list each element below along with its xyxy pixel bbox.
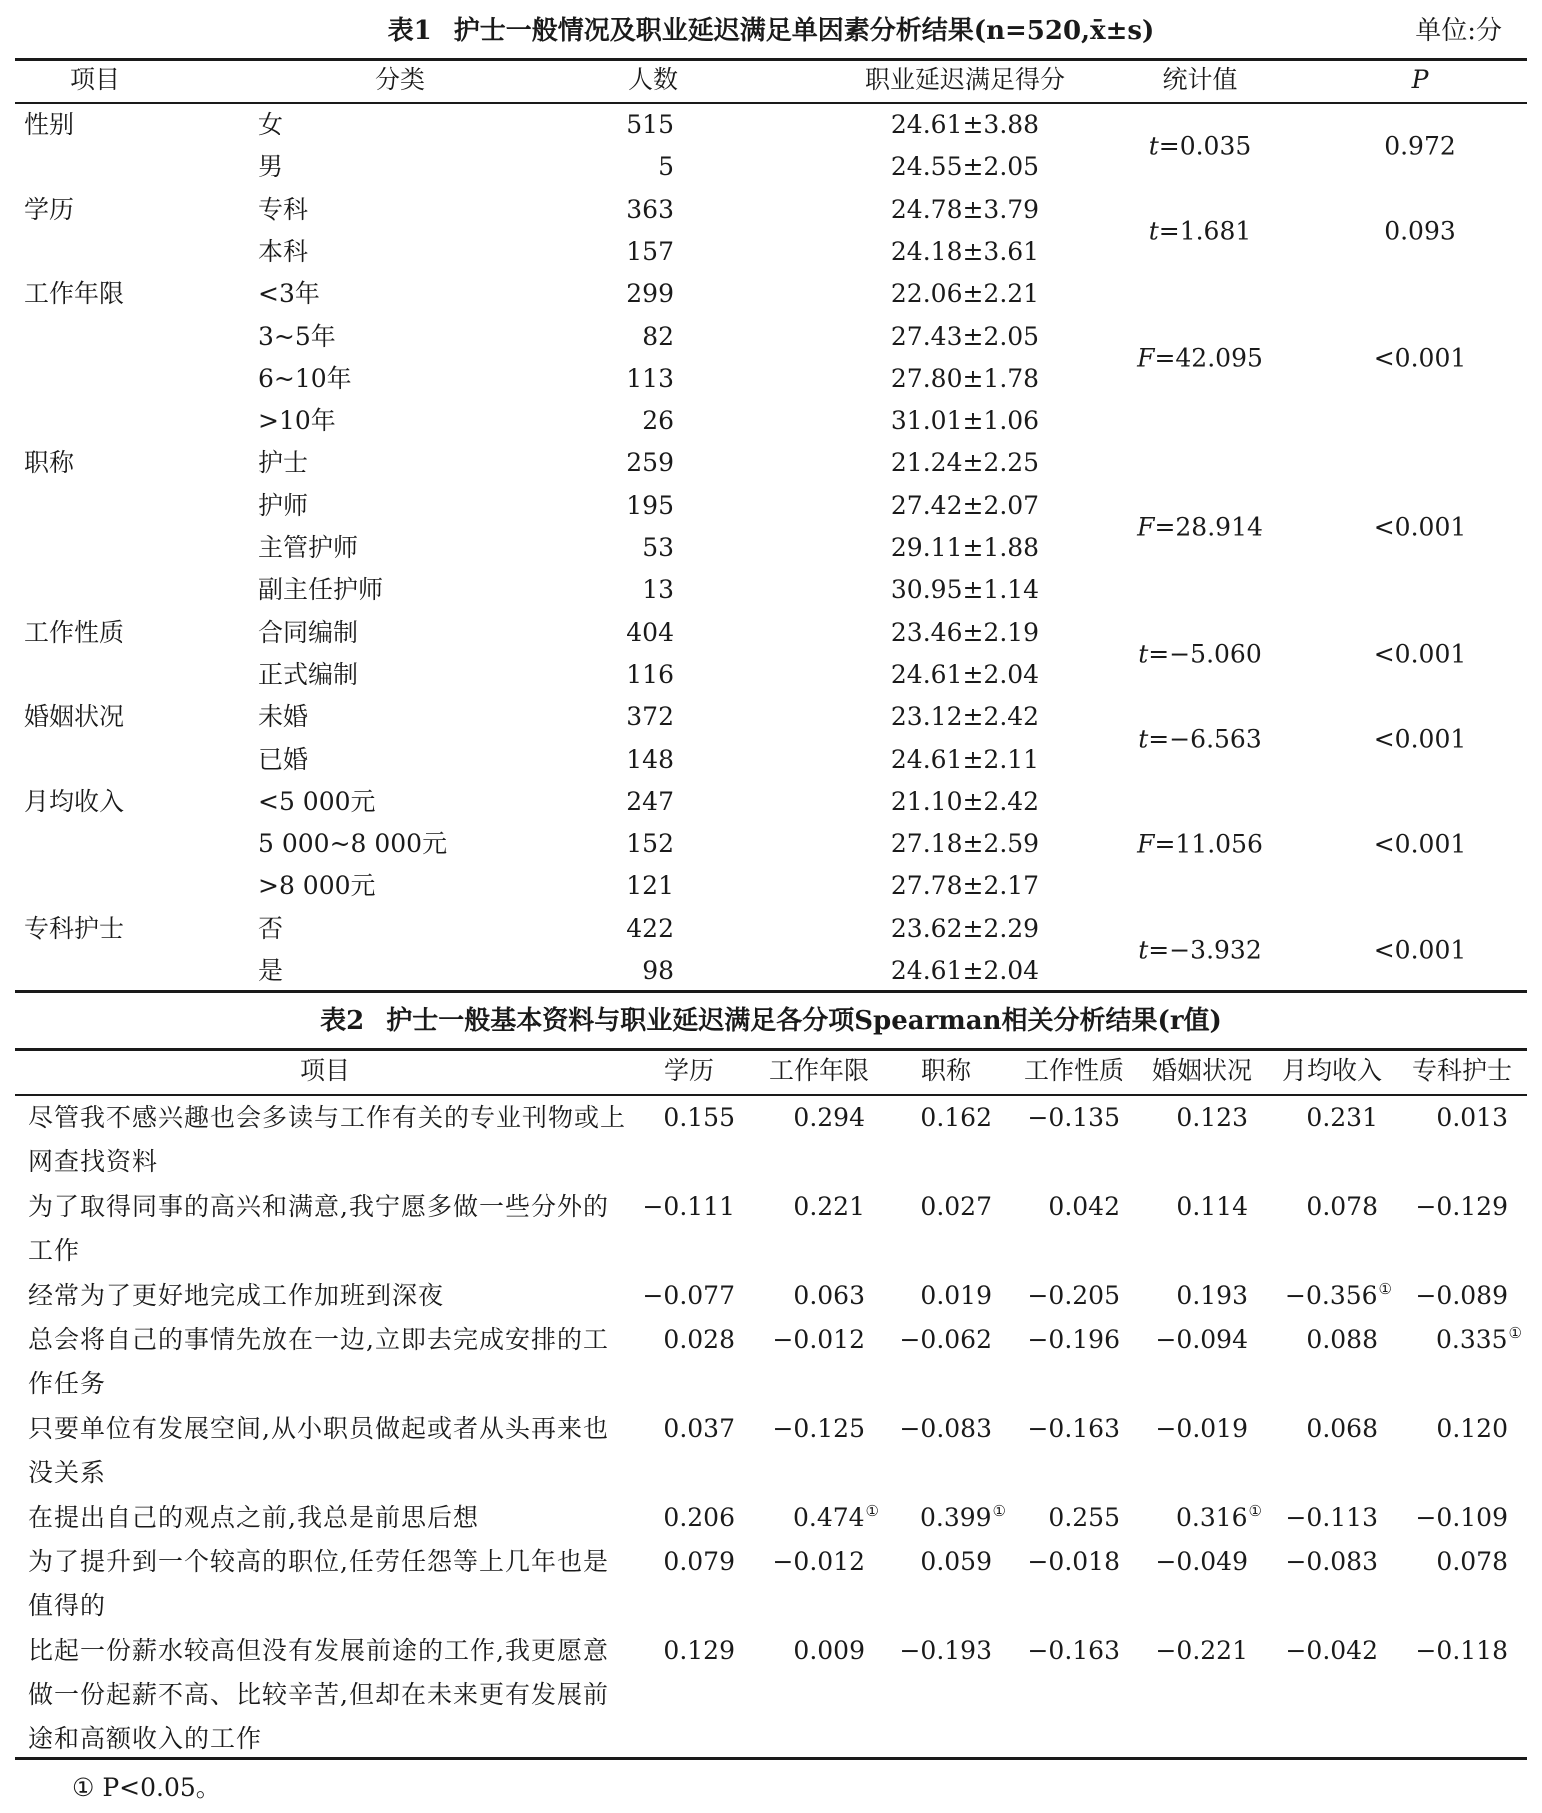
table1-bottom-rule bbox=[15, 990, 1527, 993]
table2-cell bbox=[793, 1096, 865, 1140]
table1-cell-score: 21.10±2.42 bbox=[890, 786, 1040, 816]
table1-cell-category: 护师 bbox=[258, 490, 309, 520]
table2-cell-value: 0.399 bbox=[919, 1503, 992, 1532]
table1-stat-value bbox=[1080, 216, 1320, 245]
table2-cell-value: −0.196 bbox=[1027, 1325, 1120, 1354]
table1-cell-score: 24.18±3.61 bbox=[890, 236, 1040, 266]
table1-cell-category: 合同编制 bbox=[258, 617, 359, 647]
table1-row bbox=[0, 781, 1542, 823]
table1-caption-number: 表1 bbox=[387, 16, 432, 46]
table2-cell bbox=[899, 1318, 992, 1362]
table2-cell-value: 0.019 bbox=[920, 1281, 992, 1310]
table2-cell bbox=[1176, 1274, 1248, 1318]
table2-cell bbox=[920, 1496, 1006, 1543]
significance-mark: ① bbox=[1248, 1502, 1262, 1520]
table1-p-value: <0.001 bbox=[1373, 935, 1467, 965]
significance-mark: ① bbox=[1378, 1280, 1392, 1298]
table1-header-score: 职业延迟满足得分 bbox=[864, 65, 1065, 94]
table2-cell-value: −0.205 bbox=[1027, 1281, 1120, 1310]
table2-cell-value: 0.009 bbox=[793, 1636, 865, 1665]
table2-cell-value: 0.255 bbox=[1048, 1503, 1120, 1532]
table2-cell bbox=[642, 1274, 735, 1318]
table2-cell bbox=[920, 1096, 992, 1140]
table1-cell-score: 24.61±2.04 bbox=[890, 956, 1040, 985]
table2-cell-value: −0.042 bbox=[1285, 1636, 1378, 1665]
table1-cell-item: 月均收入 bbox=[24, 786, 125, 816]
table2-cell bbox=[1415, 1629, 1508, 1673]
stat-symbol: F bbox=[1137, 829, 1155, 859]
table2-header-column: 月均收入 bbox=[1281, 1056, 1382, 1085]
table2-header-item: 项目 bbox=[299, 1056, 350, 1085]
table2-cell-value: 0.114 bbox=[1176, 1192, 1248, 1221]
table2-cell bbox=[1415, 1496, 1508, 1540]
table2-cell-value: 0.013 bbox=[1436, 1103, 1508, 1132]
table1-header-p: P bbox=[1411, 65, 1429, 94]
table2-cell-value: −0.125 bbox=[772, 1414, 865, 1443]
table1-cell-n: 422 bbox=[626, 913, 674, 943]
table2-cell bbox=[772, 1318, 865, 1362]
table2-cell bbox=[663, 1318, 735, 1362]
table2-cell bbox=[1415, 1274, 1508, 1318]
stat-symbol: t bbox=[1148, 131, 1159, 161]
table1-cell-item: 学历 bbox=[24, 194, 75, 224]
table2-cell-value: 0.221 bbox=[793, 1192, 865, 1221]
table2-cell bbox=[1436, 1540, 1508, 1584]
table2-cell-value: 0.193 bbox=[1176, 1281, 1248, 1310]
table1-cell-n: 299 bbox=[626, 279, 674, 309]
table2-row-item: 总会将自己的事情先放在一边,立即去完成安排的工作任务 bbox=[28, 1325, 609, 1398]
table2-row-item: 为了提升到一个较高的职位,任劳任怨等上几年也是值得的 bbox=[28, 1547, 609, 1620]
table1-cell-n: 259 bbox=[626, 448, 674, 478]
table2-cell-value: 0.078 bbox=[1306, 1192, 1378, 1221]
table1-cell-score: 27.80±1.78 bbox=[890, 363, 1040, 393]
table1-cell-score: 24.55±2.05 bbox=[890, 152, 1040, 182]
table2-cell bbox=[793, 1274, 865, 1318]
table2-cell bbox=[793, 1629, 865, 1673]
table1-row bbox=[0, 400, 1542, 442]
table1-cell-category: 3~5年 bbox=[258, 321, 336, 351]
table2-cell bbox=[1155, 1629, 1248, 1673]
table1-p-value: <0.001 bbox=[1373, 829, 1467, 859]
table2-header-column: 工作性质 bbox=[1023, 1056, 1124, 1085]
table1-cell-category: 已婚 bbox=[258, 744, 309, 774]
table2-cell bbox=[1306, 1096, 1378, 1140]
table2-cell bbox=[1155, 1540, 1248, 1584]
table1-cell-category: 护士 bbox=[258, 448, 309, 478]
table1-cell-item: 性别 bbox=[24, 110, 75, 139]
table1-header-n: 人数 bbox=[628, 65, 679, 94]
table2-cell-value: 0.129 bbox=[663, 1636, 735, 1665]
table1-header-item: 项目 bbox=[70, 65, 121, 94]
table2-caption-number: 表2 bbox=[320, 1006, 365, 1036]
table1-cell-score: 22.06±2.21 bbox=[890, 279, 1040, 309]
table2-cell-value: −0.019 bbox=[1155, 1414, 1248, 1443]
table2-cell-value: 0.474 bbox=[792, 1503, 865, 1532]
table2-cell-value: 0.059 bbox=[920, 1547, 992, 1576]
table1-p-value: 0.972 bbox=[1384, 131, 1456, 161]
table1-header-category: 分类 bbox=[375, 65, 426, 94]
table2-cell bbox=[1306, 1185, 1378, 1229]
table1-cell-category: 女 bbox=[258, 110, 284, 139]
table2-cell-value: −0.356 bbox=[1285, 1281, 1378, 1310]
table2-cell bbox=[1155, 1407, 1248, 1451]
table1-cell-score: 23.46±2.19 bbox=[890, 617, 1040, 647]
stat-number: =−3.932 bbox=[1148, 935, 1262, 965]
table1-stat-value bbox=[1080, 936, 1320, 965]
table2-bottom-rule bbox=[15, 1757, 1527, 1760]
table2-cell bbox=[1436, 1407, 1508, 1451]
table2-cell-value: 0.063 bbox=[793, 1281, 865, 1310]
table2-cell bbox=[1285, 1274, 1392, 1321]
table1-cell-n: 13 bbox=[642, 575, 674, 605]
table2-cell-value: −0.118 bbox=[1415, 1636, 1508, 1665]
table1-cell-category: 副主任护师 bbox=[258, 575, 384, 605]
table1-cell-score: 27.78±2.17 bbox=[890, 871, 1040, 901]
table2-cell-value: 0.123 bbox=[1176, 1103, 1248, 1132]
table1-unit: 单位:分 bbox=[1415, 16, 1502, 46]
table2-cell bbox=[1048, 1185, 1120, 1229]
table1-cell-category: >8 000元 bbox=[258, 871, 376, 901]
table2-cell bbox=[1048, 1496, 1120, 1540]
table2-cell bbox=[642, 1185, 735, 1229]
table1-cell-n: 5 bbox=[658, 152, 674, 182]
table1-cell-n: 82 bbox=[642, 321, 674, 351]
stat-symbol: t bbox=[1138, 639, 1149, 669]
table2-cell-value: −0.062 bbox=[899, 1325, 992, 1354]
table1-cell-category: 是 bbox=[258, 956, 284, 985]
table2-cell bbox=[920, 1274, 992, 1318]
table1-p-value: 0.093 bbox=[1384, 216, 1456, 246]
stat-symbol: F bbox=[1137, 512, 1155, 542]
table2-cell-value: 0.079 bbox=[663, 1547, 735, 1576]
table2-cell bbox=[899, 1629, 992, 1673]
table2-cell bbox=[1176, 1185, 1248, 1229]
table2-cell-value: −0.135 bbox=[1027, 1103, 1120, 1132]
table1-p-value: <0.001 bbox=[1373, 639, 1467, 669]
table2-cell bbox=[920, 1540, 992, 1584]
table1-cell-category: 专科 bbox=[258, 194, 309, 224]
table2-cell bbox=[663, 1096, 735, 1140]
table1-cell-category: <5 000元 bbox=[258, 786, 376, 816]
table1-cell-n: 363 bbox=[626, 194, 674, 224]
table2-cell-value: −0.089 bbox=[1415, 1281, 1508, 1310]
stat-number: =−6.563 bbox=[1148, 724, 1262, 753]
stat-number: =0.035 bbox=[1158, 131, 1252, 161]
table1-cell-item: 婚姻状况 bbox=[24, 702, 125, 732]
table1-caption-text: 护士一般情况及职业延迟满足单因素分析结果(n=520,x̄±s) bbox=[453, 16, 1155, 46]
table1-cell-item: 职称 bbox=[24, 448, 75, 478]
table1-header-stat: 统计值 bbox=[1162, 65, 1238, 94]
table1-cell-category: 本科 bbox=[258, 236, 309, 266]
table1-p-value: <0.001 bbox=[1373, 724, 1467, 753]
table1-cell-score: 23.12±2.42 bbox=[890, 702, 1040, 732]
table1-cell-n: 247 bbox=[626, 786, 674, 816]
table2-header-column: 专科护士 bbox=[1411, 1056, 1512, 1085]
table1-cell-n: 515 bbox=[626, 110, 674, 139]
table1-stat-value bbox=[1080, 830, 1320, 859]
table2-cell-value: 0.088 bbox=[1306, 1325, 1378, 1354]
table2-cell bbox=[1027, 1540, 1120, 1584]
table1-row bbox=[0, 865, 1542, 907]
table1-cell-n: 148 bbox=[626, 744, 674, 774]
table2-caption-text: 护士一般基本资料与职业延迟满足各分项Spearman相关分析结果(r值) bbox=[386, 1006, 1222, 1036]
table1-cell-category: 正式编制 bbox=[258, 659, 359, 689]
table1-stat-value bbox=[1080, 343, 1320, 372]
table2-header-column: 职称 bbox=[920, 1056, 971, 1085]
table1-cell-score: 30.95±1.14 bbox=[890, 575, 1040, 605]
table2-cell-value: 0.316 bbox=[1175, 1503, 1248, 1532]
table1-cell-score: 27.43±2.05 bbox=[890, 321, 1040, 351]
table2-cell bbox=[793, 1185, 865, 1229]
table1-row bbox=[0, 273, 1542, 315]
table1-cell-n: 152 bbox=[626, 829, 674, 859]
table2-cell-value: −0.193 bbox=[899, 1636, 992, 1665]
stat-number: =−5.060 bbox=[1148, 639, 1262, 669]
table2-cell bbox=[663, 1540, 735, 1584]
table1-cell-score: 24.61±2.11 bbox=[890, 744, 1040, 774]
significance-mark: ① bbox=[865, 1502, 879, 1520]
table1-stat-value bbox=[1080, 513, 1320, 542]
table2-cell bbox=[1027, 1318, 1120, 1362]
table1-cell-score: 29.11±1.88 bbox=[890, 533, 1040, 562]
table2-header-column: 婚姻状况 bbox=[1151, 1056, 1252, 1085]
table2-cell-value: −0.163 bbox=[1027, 1414, 1120, 1443]
stat-number: =11.056 bbox=[1154, 829, 1263, 859]
table1-caption bbox=[0, 8, 1542, 54]
table1-cell-score: 24.78±3.79 bbox=[890, 194, 1040, 224]
table2-cell-value: −0.012 bbox=[772, 1325, 865, 1354]
table2-cell bbox=[1436, 1096, 1508, 1140]
table1-stat-value bbox=[1080, 724, 1320, 753]
table2-cell bbox=[1027, 1096, 1120, 1140]
table1-cell-category: <3年 bbox=[258, 279, 320, 309]
table2-cell-value: 0.155 bbox=[663, 1103, 735, 1132]
table1-cell-n: 98 bbox=[642, 956, 674, 985]
table2-cell bbox=[1285, 1540, 1378, 1584]
table2-cell bbox=[1436, 1318, 1522, 1365]
table1-cell-item: 工作性质 bbox=[24, 617, 125, 647]
table2-cell-value: 0.335 bbox=[1435, 1325, 1508, 1354]
table2-cell bbox=[1176, 1096, 1248, 1140]
table2-cell bbox=[1306, 1318, 1378, 1362]
significance-mark: ① bbox=[1508, 1324, 1522, 1342]
table2-cell-value: −0.113 bbox=[1285, 1503, 1378, 1532]
table2-row-item: 只要单位有发展空间,从小职员做起或者从头再来也没关系 bbox=[28, 1414, 609, 1487]
table1-stat-value bbox=[1080, 639, 1320, 668]
table2-footnote: ① P<0.05。 bbox=[72, 1773, 221, 1802]
table2-cell bbox=[772, 1540, 865, 1584]
table2-cell bbox=[1306, 1407, 1378, 1451]
table2-cell-value: 0.162 bbox=[920, 1103, 992, 1132]
stat-number: =1.681 bbox=[1158, 216, 1252, 246]
table2-cell-value: −0.083 bbox=[1285, 1547, 1378, 1576]
table1-cell-n: 53 bbox=[642, 533, 674, 562]
stat-symbol: F bbox=[1137, 343, 1155, 373]
table2-cell bbox=[920, 1185, 992, 1229]
table2-cell-value: 0.027 bbox=[920, 1192, 992, 1221]
table2-cell-value: −0.221 bbox=[1155, 1636, 1248, 1665]
table2-cell bbox=[1285, 1629, 1378, 1673]
table1-cell-score: 24.61±3.88 bbox=[890, 110, 1040, 139]
table1-cell-n: 113 bbox=[626, 363, 674, 393]
stat-symbol: t bbox=[1138, 935, 1149, 965]
table2-cell-value: −0.083 bbox=[899, 1414, 992, 1443]
stat-symbol: t bbox=[1148, 216, 1159, 246]
table2-cell-value: 0.068 bbox=[1306, 1414, 1378, 1443]
table2-row-item: 经常为了更好地完成工作加班到深夜 bbox=[28, 1281, 445, 1310]
table1-cell-category: 5 000~8 000元 bbox=[258, 829, 448, 859]
table2-cell bbox=[663, 1407, 735, 1451]
table2-cell bbox=[1155, 1318, 1248, 1362]
table1-cell-n: 26 bbox=[642, 406, 674, 436]
table2-caption bbox=[0, 998, 1542, 1044]
table2-cell-value: −0.109 bbox=[1415, 1503, 1508, 1532]
table1-cell-item: 专科护士 bbox=[24, 913, 125, 943]
table2-cell bbox=[1285, 1496, 1378, 1540]
significance-mark: ① bbox=[992, 1502, 1006, 1520]
stat-symbol: t bbox=[1138, 724, 1149, 753]
table2-cell-value: −0.129 bbox=[1415, 1192, 1508, 1221]
table1-cell-n: 195 bbox=[626, 490, 674, 520]
table2-cell bbox=[772, 1407, 865, 1451]
table2-row-item: 比起一份薪水较高但没有发展前途的工作,我更愿意做一份起薪不高、比较辛苦,但却在未来更有发展前途和高额收入的工作 bbox=[28, 1636, 609, 1753]
table2-cell bbox=[793, 1496, 879, 1543]
table1-cell-n: 121 bbox=[626, 871, 674, 901]
table2-cell-value: 0.231 bbox=[1306, 1103, 1378, 1132]
table2-cell-value: −0.012 bbox=[772, 1547, 865, 1576]
table2-cell bbox=[899, 1407, 992, 1451]
table1-cell-score: 23.62±2.29 bbox=[890, 913, 1040, 943]
table1-cell-score: 21.24±2.25 bbox=[890, 448, 1040, 478]
table1-cell-n: 157 bbox=[626, 236, 674, 266]
table2-cell-value: −0.094 bbox=[1155, 1325, 1248, 1354]
table2-cell bbox=[1176, 1496, 1262, 1543]
table2-cell-value: 0.037 bbox=[663, 1414, 735, 1443]
table2-cell-value: −0.018 bbox=[1027, 1547, 1120, 1576]
table2-cell bbox=[1027, 1629, 1120, 1673]
table2-cell-value: 0.294 bbox=[793, 1103, 865, 1132]
table1-cell-item: 工作年限 bbox=[24, 279, 125, 309]
table2-cell bbox=[663, 1496, 735, 1540]
table2-cell bbox=[663, 1629, 735, 1673]
table1-cell-n: 404 bbox=[626, 617, 674, 647]
table2-cell-value: 0.028 bbox=[663, 1325, 735, 1354]
table2-cell-value: 0.042 bbox=[1048, 1192, 1120, 1221]
table2-cell bbox=[1027, 1407, 1120, 1451]
table1-cell-n: 372 bbox=[626, 702, 674, 732]
table2-cell-value: −0.163 bbox=[1027, 1636, 1120, 1665]
table1-cell-category: 男 bbox=[258, 152, 284, 182]
table1-cell-score: 27.18±2.59 bbox=[890, 829, 1040, 859]
table2-cell-value: −0.077 bbox=[642, 1281, 735, 1310]
table1-stat-value bbox=[1080, 132, 1320, 161]
table1-row bbox=[0, 442, 1542, 484]
table1-cell-category: 主管护师 bbox=[258, 533, 359, 562]
table2-row-item: 尽管我不感兴趣也会多读与工作有关的专业刊物或上网查找资料 bbox=[28, 1103, 627, 1176]
table1-cell-category: 6~10年 bbox=[258, 363, 352, 393]
table2-cell bbox=[1415, 1185, 1508, 1229]
table2-cell-value: −0.111 bbox=[642, 1192, 735, 1221]
stat-number: =28.914 bbox=[1154, 512, 1263, 542]
table1-cell-n: 116 bbox=[626, 659, 674, 689]
table1-row bbox=[0, 569, 1542, 611]
table2-row-item: 为了取得同事的高兴和满意,我宁愿多做一些分外的工作 bbox=[28, 1192, 609, 1265]
table1-cell-score: 24.61±2.04 bbox=[890, 659, 1040, 689]
stat-number: =42.095 bbox=[1154, 343, 1263, 373]
table1-p-value: <0.001 bbox=[1373, 343, 1467, 373]
table2-cell-value: 0.120 bbox=[1436, 1414, 1508, 1443]
table1-cell-category: 否 bbox=[258, 913, 284, 943]
table1-cell-category: >10年 bbox=[258, 406, 336, 436]
table2-cell bbox=[1027, 1274, 1120, 1318]
table2-cell-value: −0.049 bbox=[1155, 1547, 1248, 1576]
table2-cell-value: 0.206 bbox=[663, 1503, 735, 1532]
table1-p-value: <0.001 bbox=[1373, 512, 1467, 542]
table1-cell-score: 31.01±1.06 bbox=[890, 406, 1040, 436]
table2-header-column: 工作年限 bbox=[768, 1056, 869, 1085]
table1-cell-score: 27.42±2.07 bbox=[890, 490, 1040, 520]
table2-row-item: 在提出自己的观点之前,我总是前思后想 bbox=[28, 1503, 479, 1532]
table2-header-column: 学历 bbox=[663, 1056, 714, 1085]
table1-cell-category: 未婚 bbox=[258, 702, 309, 732]
table2-cell-value: 0.078 bbox=[1436, 1547, 1508, 1576]
